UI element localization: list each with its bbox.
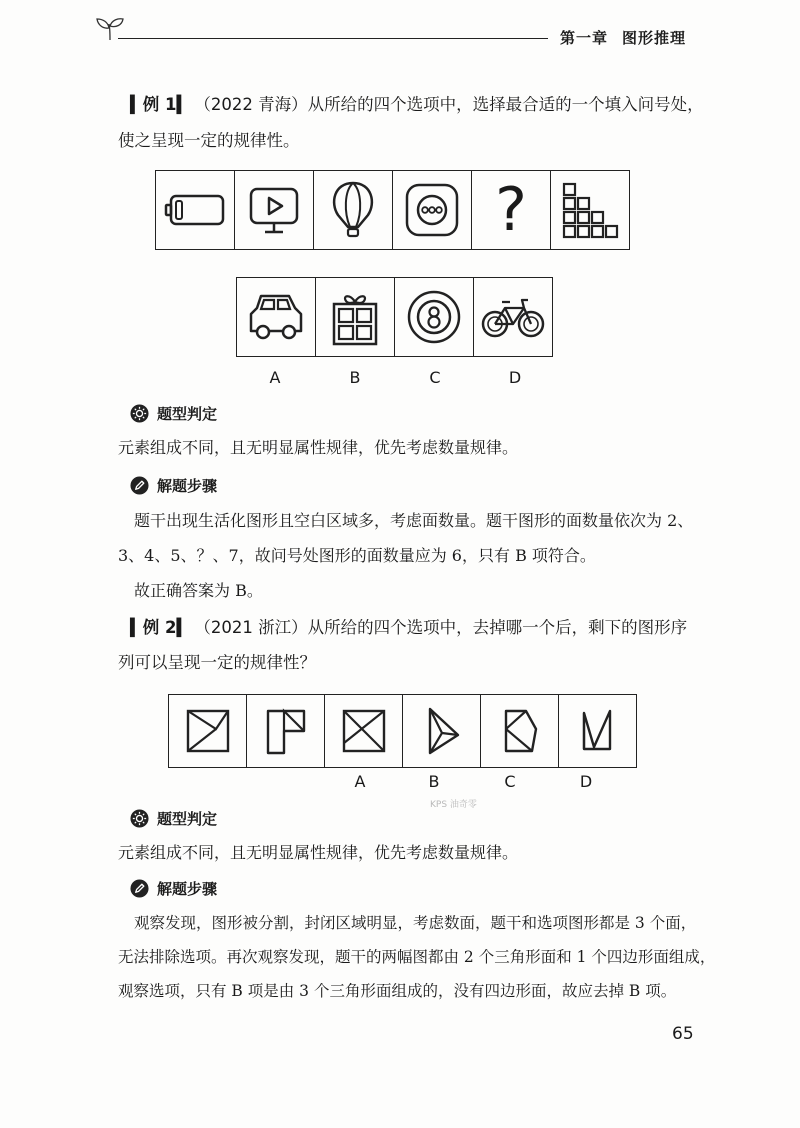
divided-shape-option-d [570, 703, 626, 759]
divided-pentagon-2 [258, 703, 314, 759]
example1-steps-heading [130, 475, 217, 496]
triangles-option-b [414, 703, 470, 759]
chapter-title: 图形推理 [622, 29, 687, 47]
example2-type-title: 题型判定 [157, 810, 218, 828]
example1-steps-title: 解题步骤 [157, 477, 218, 495]
option-d-cell[interactable] [474, 278, 552, 356]
pencil-icon [130, 879, 149, 898]
divided-square-1 [180, 703, 236, 759]
hot-air-balloon-icon [320, 177, 386, 243]
example2-type-heading [130, 808, 217, 829]
chapter-number: 第一章 [560, 29, 609, 47]
example1-type-title: 题型判定 [157, 405, 218, 423]
option2-c-cell[interactable] [481, 695, 559, 767]
example1-marker: 例 1 [142, 95, 177, 114]
stem-cell-5 [472, 171, 551, 249]
option2-d-cell[interactable] [559, 695, 636, 767]
option2-a-label: A [354, 772, 366, 791]
divided-square-option-a [336, 703, 392, 759]
stem-cell-1 [156, 171, 235, 249]
chapter-heading [560, 27, 700, 48]
bicycle-icon [477, 284, 549, 350]
example1-solution-line1: 题干出现生活化图形且空白区域多，考虑面数量。题干图形的面数量依次为 2、 [134, 511, 694, 530]
example2-solution-line1: 观察发现，图形被分割，封闭区域明显，考虑数面，题干和选项图形都是 3 个面， [134, 914, 697, 932]
watermark-stamp: KPS 油奇零 [430, 800, 477, 810]
option-a-cell[interactable] [237, 278, 316, 356]
divided-shape-option-c [492, 703, 548, 759]
gift-box-icon [322, 284, 388, 350]
chat-bubble-icon [399, 177, 465, 243]
header-rule [118, 38, 548, 39]
example2-marker: 例 2 [142, 618, 177, 637]
option-c-label: C [429, 368, 441, 387]
example2-steps-title: 解题步骤 [157, 880, 218, 898]
example2-type-text: 元素组成不同，且无明显属性规律，优先考虑数量规律。 [118, 843, 519, 862]
staircase-blocks-icon [557, 177, 623, 243]
stem2-cell-2 [247, 695, 325, 767]
example2-figure-strip [168, 694, 637, 768]
example1-question-line1: 从所给的四个选项中，选择最合适的一个填入问号处， [307, 95, 704, 114]
example2-question: ▍例 2▍ （2021 浙江）从所给的四个选项中，去掉哪一个后，剩下的图形序 [130, 618, 688, 637]
option2-a-cell[interactable] [325, 695, 403, 767]
example2-source: （2021 浙江） [194, 618, 308, 637]
stem-cell-6 [551, 171, 629, 249]
lightbulb-icon [130, 809, 149, 828]
stem2-cell-1 [169, 695, 247, 767]
option-b-label: B [349, 368, 361, 387]
example1-stem-strip [155, 170, 630, 250]
example1-question: ▍例 1▍ （2022 青海）从所给的四个选项中，选择最合适的一个填入问号处， [130, 95, 704, 114]
example1-answer: 故正确答案为 B。 [134, 581, 263, 600]
example2-question-line2: 列可以呈现一定的规律性？ [118, 653, 316, 672]
example1-source: （2022 青海） [194, 95, 308, 114]
eight-ball-icon [401, 284, 467, 350]
example1-type-heading [130, 403, 217, 424]
stem-cell-2 [235, 171, 314, 249]
option2-d-label: D [579, 772, 593, 791]
example2-solution-line2: 无法排除选项。再次观察发现，题干的两幅图都由 2 个三角形面和 1 个四边形面组成， [118, 948, 716, 966]
option2-c-label: C [504, 772, 516, 791]
option2-b-label: B [428, 772, 440, 791]
battery-icon [162, 177, 228, 243]
example1-solution-line2: 3、4、5、？、7，故问号处图形的面数量应为 6，只有 B 项符合。 [118, 546, 596, 565]
example2-solution-line3: 观察选项，只有 B 项是由 3 个三角形面组成的，没有四边形面，故应去掉 B 项。 [118, 982, 677, 1000]
pencil-icon [130, 476, 149, 495]
question-mark: ? [495, 175, 527, 245]
page-number: 65 [672, 1024, 694, 1044]
example2-steps-heading [130, 878, 217, 899]
option-a-label: A [269, 368, 281, 387]
example1-question-line2: 使之呈现一定的规律性。 [118, 131, 300, 150]
option-d-label: D [508, 368, 522, 387]
example1-type-text: 元素组成不同，且无明显属性规律，优先考虑数量规律。 [118, 438, 519, 457]
option-c-cell[interactable] [395, 278, 474, 356]
option-b-cell[interactable] [316, 278, 395, 356]
stem-cell-3 [314, 171, 393, 249]
lightbulb-icon [130, 404, 149, 423]
car-icon [243, 284, 309, 350]
monitor-play-icon [241, 177, 307, 243]
example2-question-line1: 从所给的四个选项中，去掉哪一个后，剩下的图形序 [307, 618, 688, 637]
stem-cell-4 [393, 171, 472, 249]
example1-options-strip [236, 277, 553, 357]
option2-b-cell[interactable] [403, 695, 481, 767]
